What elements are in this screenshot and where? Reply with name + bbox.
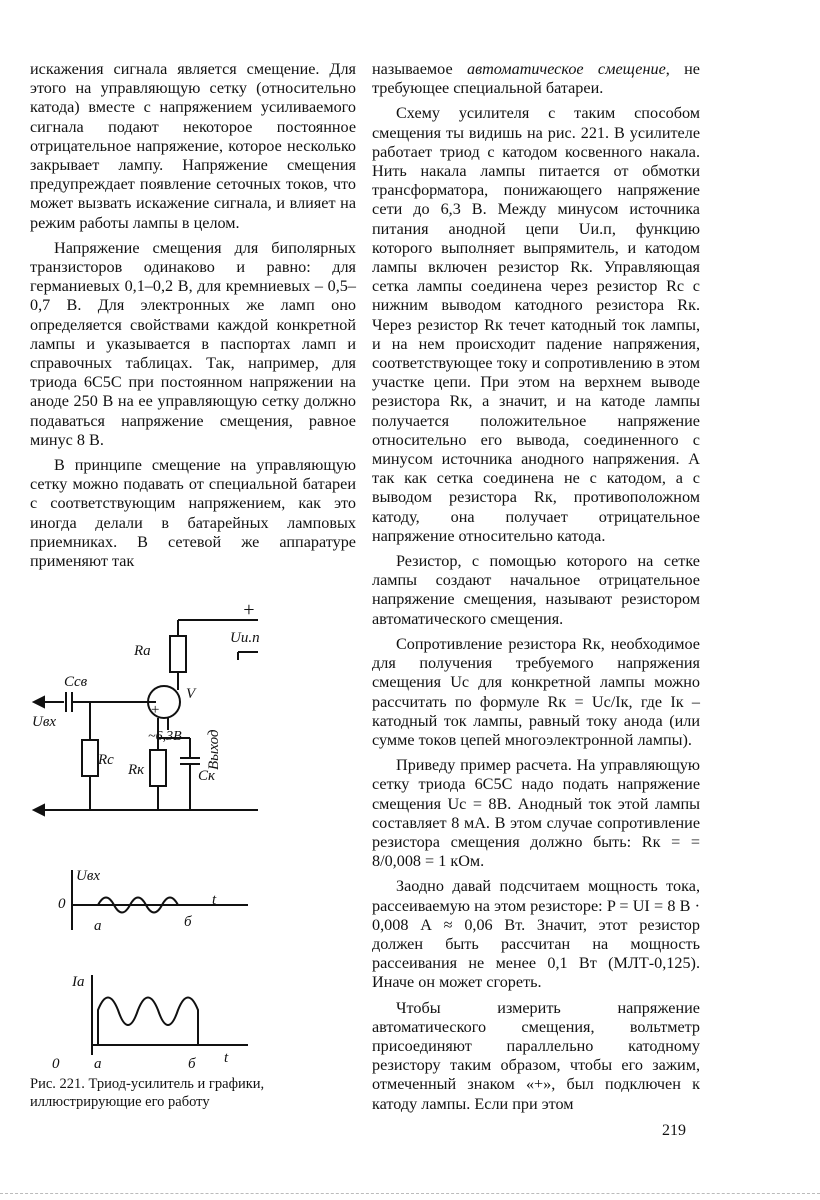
label-plus: + xyxy=(242,600,256,621)
graph1-zero: 0 xyxy=(58,896,66,912)
right-column xyxy=(372,60,700,1120)
resistor-rk xyxy=(150,750,166,786)
right-paragraph-6: Заодно давай подсчитаем мощность тока, рассеиваемую на этом резисторе: P = UI = 8 В · 0,008 А ≈ 0,06 Вт. Значит, этот резистор должен быть рассчитан на мощность рассеивания не менее 0,1 Вт (МЛТ-0,125). Иначе он может сгореть. xyxy=(372,877,700,992)
figure-caption: Рис. 221. Триод-усилитель и графики, иллюстрирующие его работу xyxy=(30,1076,265,1110)
page-number: 219 xyxy=(662,1122,686,1139)
label-v: V xyxy=(186,686,196,702)
right-paragraph-7: Чтобы измерить напряжение автоматического смещения, вольтметр присоединяют параллельно катодному резистору таким образом, чтобы его зажим, отмеченный знаком «+», был подключен к катоду лампы. Если при этом xyxy=(372,998,700,1113)
graph1-b: б xyxy=(184,914,192,930)
output-arrow xyxy=(34,805,44,815)
label-u-in: Uвх xyxy=(32,714,57,730)
right-paragraph-2: Схему усилителя с таким способом смещения ты видишь на рис. 221. В усилителе работает триод с катодом косвенного накала. Нить накала лампы питается от обмотки трансформатора, понижающего напряжение сети до 6,3 В. Между минусом источника питания анодной цепи Uи.п, функцию которого выполняет выпрямитель, и катодом лампы включен резистор Rк. Управляющая сетка лампы соединена через резистор Rс с нижним выводом катодного резистора Rк. Через резистор Rк течет катодный ток лампы, и на нем происходит падение напряжения, соответствующее току и сопротивлению в этом участке цепи. При этом на верхнем выводе резистора Rк, а значит, и на катоде лампы получается положительное напряжение относительно его вывода, соединенного с минусом источника анодного напряжения. А так как сетка соединена не с катодом, а с выводом резистора Rк, противоположном катоду, она получает отрицательное напряжение относительно катода. xyxy=(372,104,700,545)
resistor-ra xyxy=(170,636,186,672)
graph2-wave xyxy=(98,998,198,1046)
graph1-a: a xyxy=(94,918,102,934)
auto-bias-term: автоматическое смещение xyxy=(466,60,666,78)
graph1-y-label: Uвх xyxy=(76,868,101,884)
graph-input-labels xyxy=(58,868,217,934)
graph2-a: a xyxy=(94,1056,102,1072)
left-paragraph-3: В принципе смещение на управляющую сетку можно подавать от специальной батареи с соответствующим напряжением, как это иногда делали в батарейных ламповых приемниках. В сетевой же аппаратуре применяют так xyxy=(30,456,356,571)
graph2-b: б xyxy=(188,1056,196,1072)
right-p1-start: называемое xyxy=(372,60,467,78)
right-paragraph-5: Приведу пример расчета. На управляющую сетку триода 6С5С надо подать напряжение смещения Uс = 8В. Анодный ток этой лампы составляет 8 мА. В этом случае сопротивление резистора смещения должно быть: Rк = = 8/0,008 = 1 кОм. xyxy=(372,756,700,871)
right-paragraph-3: Резистор, с помощью которого на сетке лампы создают начальное отрицательное напряжение смещения, называют резистором автоматического смещения. xyxy=(372,552,700,628)
left-paragraph-1: искажения сигнала является смещение. Для этого на управляющую сетку (относительно катода) вместе с напряжением усиливаемого сигнала подают некоторое постоянное отрицательное напряжение, которое несколько закрывает лампу. Напряжение смещения предупреждает появление сеточных токов, что может вызвать искажение сигнала, и влияет на режим работы лампы в целом. xyxy=(30,60,356,232)
label-heater: ~6,3В xyxy=(148,729,182,744)
right-paragraph-1 xyxy=(372,60,700,98)
resistor-rc xyxy=(82,740,98,776)
label-rk: Rк xyxy=(128,762,145,778)
graph2-zero: 0 xyxy=(52,1056,60,1072)
graph1-t: t xyxy=(212,892,217,908)
left-paragraph-2: Напряжение смещения для биполярных транзисторов одинаково и равно: для германиевых 0,1–0,2 В, для кремниевых – 0,5–0,7 В. Для электронных же ламп оно определяется свойствами каждой конкретной лампы и указывается в паспортах ламп и справочных таблицах. Так, например, для триода 6С5С при постоянном напряжении на аноде 250 В на ее управляющую сетку должно подаваться напряжение смещения, равное минус 8 В. xyxy=(30,238,356,449)
label-ck: Cк xyxy=(198,768,216,784)
scan-edge-divider xyxy=(0,1193,820,1194)
label-u-ip: Uи.п xyxy=(230,630,260,646)
label-plus-small: + xyxy=(150,702,161,718)
label-output: Выход xyxy=(206,729,222,770)
label-rc: Rc xyxy=(98,752,114,768)
graph-anode xyxy=(92,975,248,1055)
figure-221 xyxy=(28,600,358,1080)
label-ra: Ra xyxy=(134,643,151,659)
input-arrow xyxy=(34,697,44,707)
right-paragraph-4: Сопротивление резистора Rк, необходимое для получения требуемого напряжения смещения Uс для конкретной лампы можно рассчитать по формуле Rк = Uс/Iк, где Iк – катодный ток лампы, равный току анода (или сумме токов цепей многоэлектронной лампы). xyxy=(372,634,700,749)
graph-anode-labels xyxy=(52,974,229,1072)
label-csv: Cсв xyxy=(64,674,88,690)
graph2-y-label: Ia xyxy=(72,974,85,990)
right-p1-end: , не требующее специальной батареи. xyxy=(372,60,700,98)
graph2-t: t xyxy=(224,1050,229,1066)
left-column xyxy=(30,60,356,577)
